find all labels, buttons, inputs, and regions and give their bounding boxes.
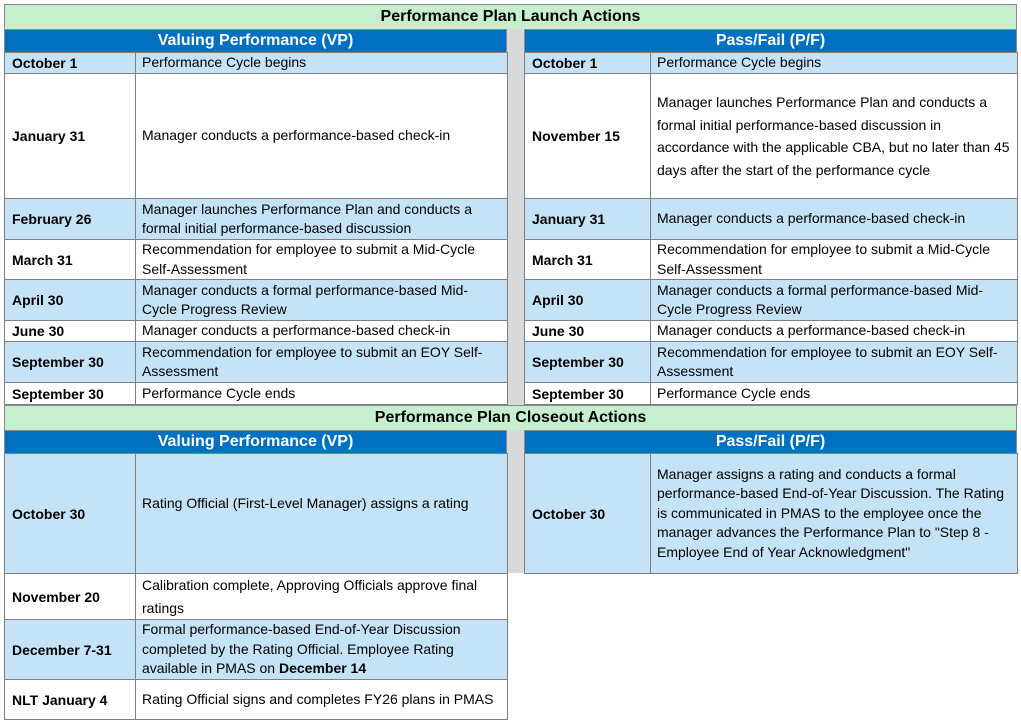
closeout-column-gap	[506, 430, 525, 573]
row-date: December 7-31	[5, 620, 136, 680]
row-description-bold-date: December 14	[278, 660, 367, 677]
row-description: Recommendation for employee to submit a Mid-Cycle Self-Assessment	[651, 240, 1018, 280]
table-row	[525, 454, 1018, 574]
row-date: September 30	[525, 342, 651, 383]
row-date: October 1	[5, 53, 136, 74]
row-description: Recommendation for employee to submit an EOY Self-Assessment	[136, 342, 508, 383]
row-date: April 30	[5, 280, 136, 321]
row-date: November 15	[525, 74, 651, 199]
row-date: January 31	[525, 199, 651, 240]
table-row	[5, 574, 508, 620]
table-row	[5, 280, 508, 321]
row-date: September 30	[5, 342, 136, 383]
closeout-actions-title: Performance Plan Closeout Actions	[4, 405, 1017, 431]
launch-pf-table	[524, 52, 1018, 405]
table-row	[5, 454, 508, 574]
row-date: October 30	[525, 454, 651, 574]
row-description: Manager conducts a performance-based check-in	[136, 321, 508, 342]
row-description-text: Formal performance-based End-of-Year Discussion completed by the Rating Official. Employee Rating available in PMAS on	[142, 621, 461, 677]
table-row	[525, 342, 1018, 383]
table-row	[525, 240, 1018, 280]
row-description: Rating Official (First-Level Manager) assigns a rating	[136, 454, 508, 574]
closeout-pf-table	[524, 453, 1018, 574]
table-row	[5, 74, 508, 199]
row-description: Manager conducts a formal performance-based Mid-Cycle Progress Review	[136, 280, 508, 321]
closeout-vp-header: Valuing Performance (VP)	[4, 430, 507, 454]
row-date: October 30	[5, 454, 136, 574]
row-date: September 30	[525, 383, 651, 405]
closeout-vp-table	[4, 453, 508, 720]
row-date: April 30	[525, 280, 651, 321]
table-row	[5, 383, 508, 405]
launch-pf-header: Pass/Fail (P/F)	[524, 29, 1017, 53]
table-row	[525, 199, 1018, 240]
row-description: Performance Cycle ends	[651, 383, 1018, 405]
row-description: Manager launches Performance Plan and conducts a formal initial performance-based discussion	[136, 199, 508, 240]
row-description: Manager assigns a rating and conducts a formal performance-based End-of-Year Discussion. The Rating is communicated in PMAS to the employee once the manager advances the Performance Plan to "Step 8 -Employee End of Year Acknowledgment"	[651, 454, 1018, 574]
row-description: Performance Cycle begins	[136, 53, 508, 74]
row-date: March 31	[525, 240, 651, 280]
row-description	[136, 620, 508, 680]
row-date: September 30	[5, 383, 136, 405]
table-row	[5, 620, 508, 680]
launch-actions-title: Performance Plan Launch Actions	[4, 4, 1017, 30]
row-description: Recommendation for employee to submit an EOY Self-Assessment	[651, 342, 1018, 383]
row-date: February 26	[5, 199, 136, 240]
row-date: June 30	[525, 321, 651, 342]
row-description: Calibration complete, Approving Officials approve final ratings	[136, 574, 508, 620]
row-date: March 31	[5, 240, 136, 280]
table-row	[5, 240, 508, 280]
row-description: Manager conducts a performance-based check-in	[136, 74, 508, 199]
row-date: November 20	[5, 574, 136, 620]
table-row	[5, 199, 508, 240]
table-row	[525, 321, 1018, 342]
table-row	[5, 680, 508, 720]
launch-vp-table	[4, 52, 508, 405]
launch-vp-header: Valuing Performance (VP)	[4, 29, 507, 53]
row-description: Recommendation for employee to submit a Mid-Cycle Self-Assessment	[136, 240, 508, 280]
row-description: Rating Official signs and completes FY26 plans in PMAS	[136, 680, 508, 720]
row-description: Performance Cycle ends	[136, 383, 508, 405]
table-row	[525, 53, 1018, 74]
row-description: Manager launches Performance Plan and conducts a formal initial performance-based discussion in accordance with the applicable CBA, but no later than 45 days after the start of the performance cycle	[651, 74, 1018, 199]
table-row	[5, 53, 508, 74]
row-date: January 31	[5, 74, 136, 199]
table-row	[5, 342, 508, 383]
row-date: October 1	[525, 53, 651, 74]
row-date: June 30	[5, 321, 136, 342]
launch-column-gap	[506, 29, 525, 405]
table-row	[525, 74, 1018, 199]
closeout-pf-header: Pass/Fail (P/F)	[524, 430, 1017, 454]
table-row	[5, 321, 508, 342]
row-description: Performance Cycle begins	[651, 53, 1018, 74]
table-row	[525, 280, 1018, 321]
table-row	[525, 383, 1018, 405]
row-description: Manager conducts a formal performance-based Mid-Cycle Progress Review	[651, 280, 1018, 321]
row-description: Manager conducts a performance-based check-in	[651, 321, 1018, 342]
row-description: Manager conducts a performance-based check-in	[651, 199, 1018, 240]
row-date: NLT January 4	[5, 680, 136, 720]
